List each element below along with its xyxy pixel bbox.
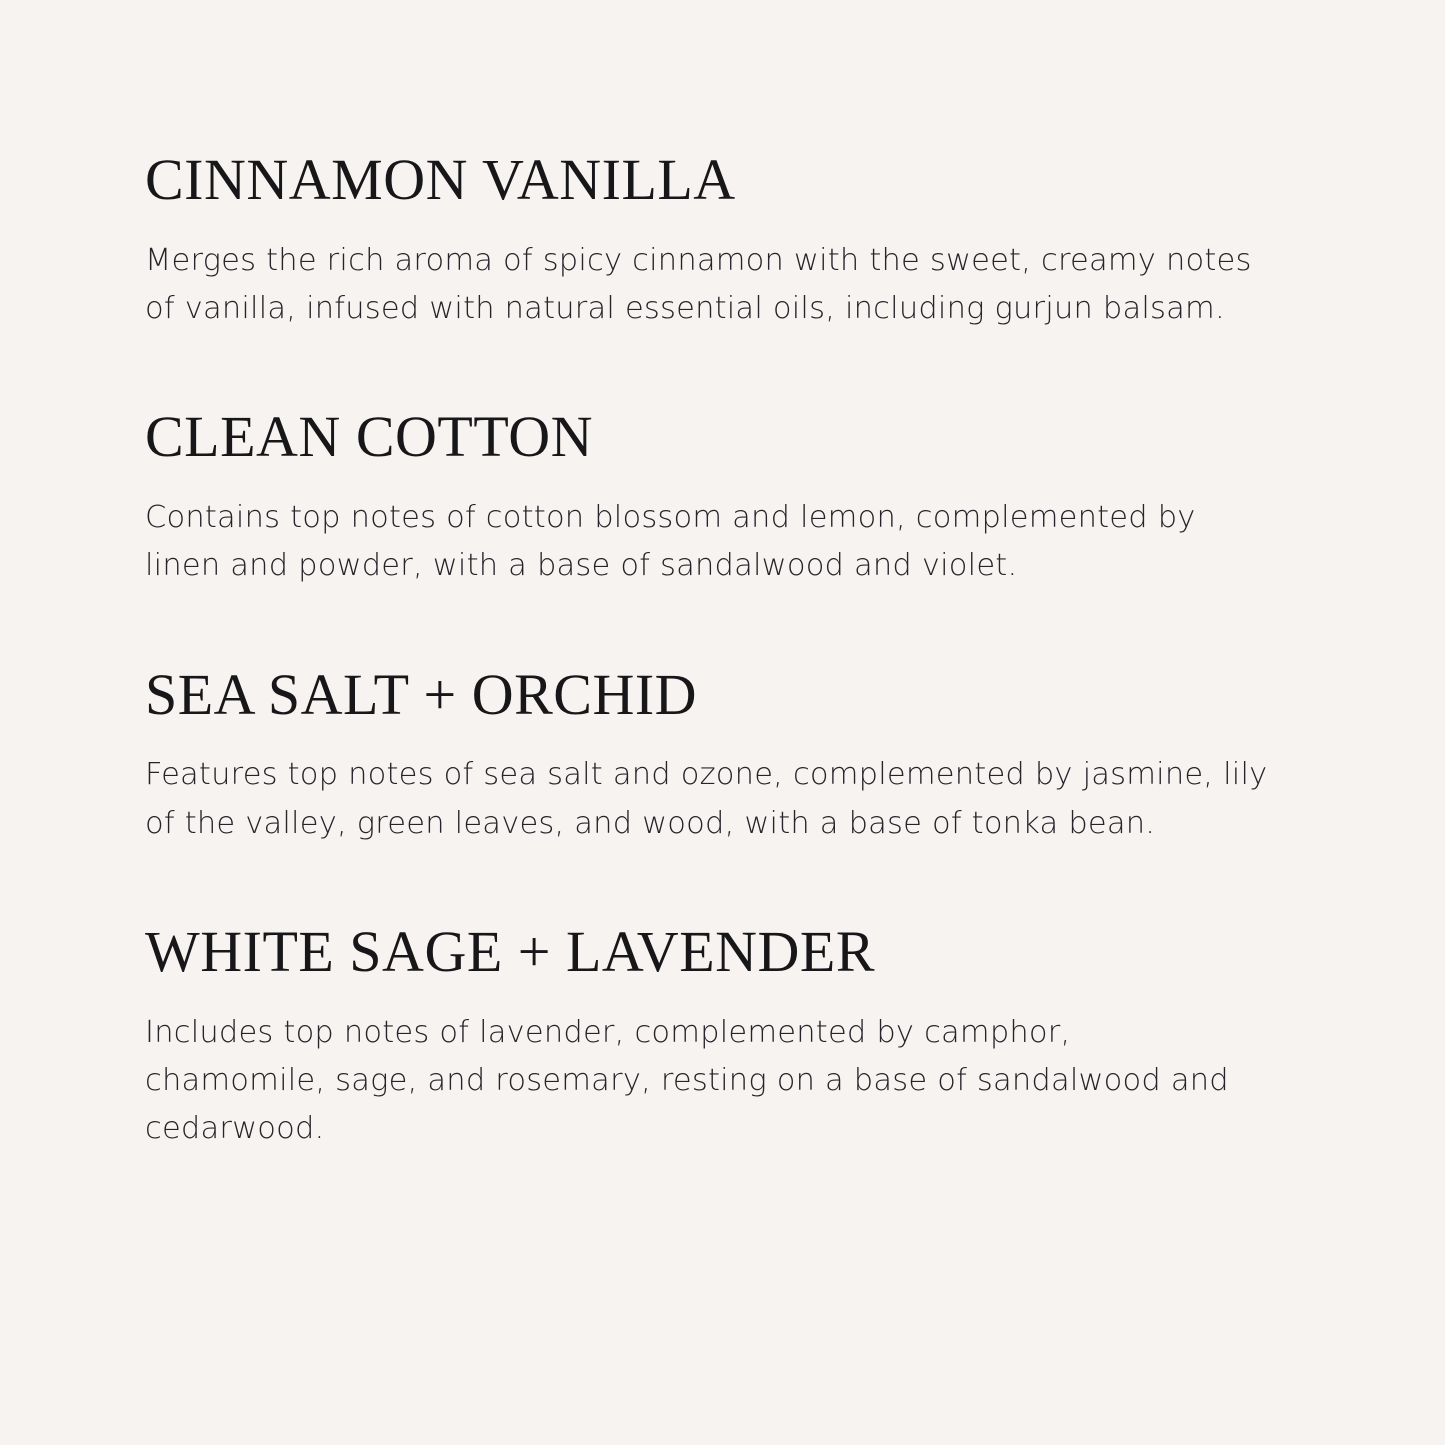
scent-title: WHITE SAGE + LAVENDER [145, 918, 876, 984]
scent-section-cinnamon-vanilla [145, 147, 1300, 333]
scent-title: CINNAMON VANILLA [145, 147, 736, 212]
scent-description: Features top notes of sea salt and ozone, complemented by jasmine, lily of the valley, green leaves, and wood, with a base of tonka bean. [145, 757, 1268, 841]
scent-title: SEA SALT + ORCHID [145, 661, 698, 727]
scent-section-clean-cotton [145, 404, 1300, 590]
scent-title: CLEAN COTTON [145, 404, 593, 470]
scent-description: Contains top notes of cotton blossom and lemon, complemented by linen and powder, with a base of sandalwood and violet. [145, 500, 1196, 584]
scent-description: Includes top notes of lavender, complemented by camphor, chamomile, sage, and rosemary, resting on a base of sandalwood and cedarwood. [145, 1014, 1229, 1147]
scent-section-white-sage-lavender [145, 918, 1300, 1153]
scent-section-sea-salt-orchid [145, 661, 1300, 848]
scent-description: Merges the rich aroma of spicy cinnamon with the sweet, creamy notes of vanilla, infused with natural essential oils, including gurjun balsam. [145, 242, 1252, 327]
